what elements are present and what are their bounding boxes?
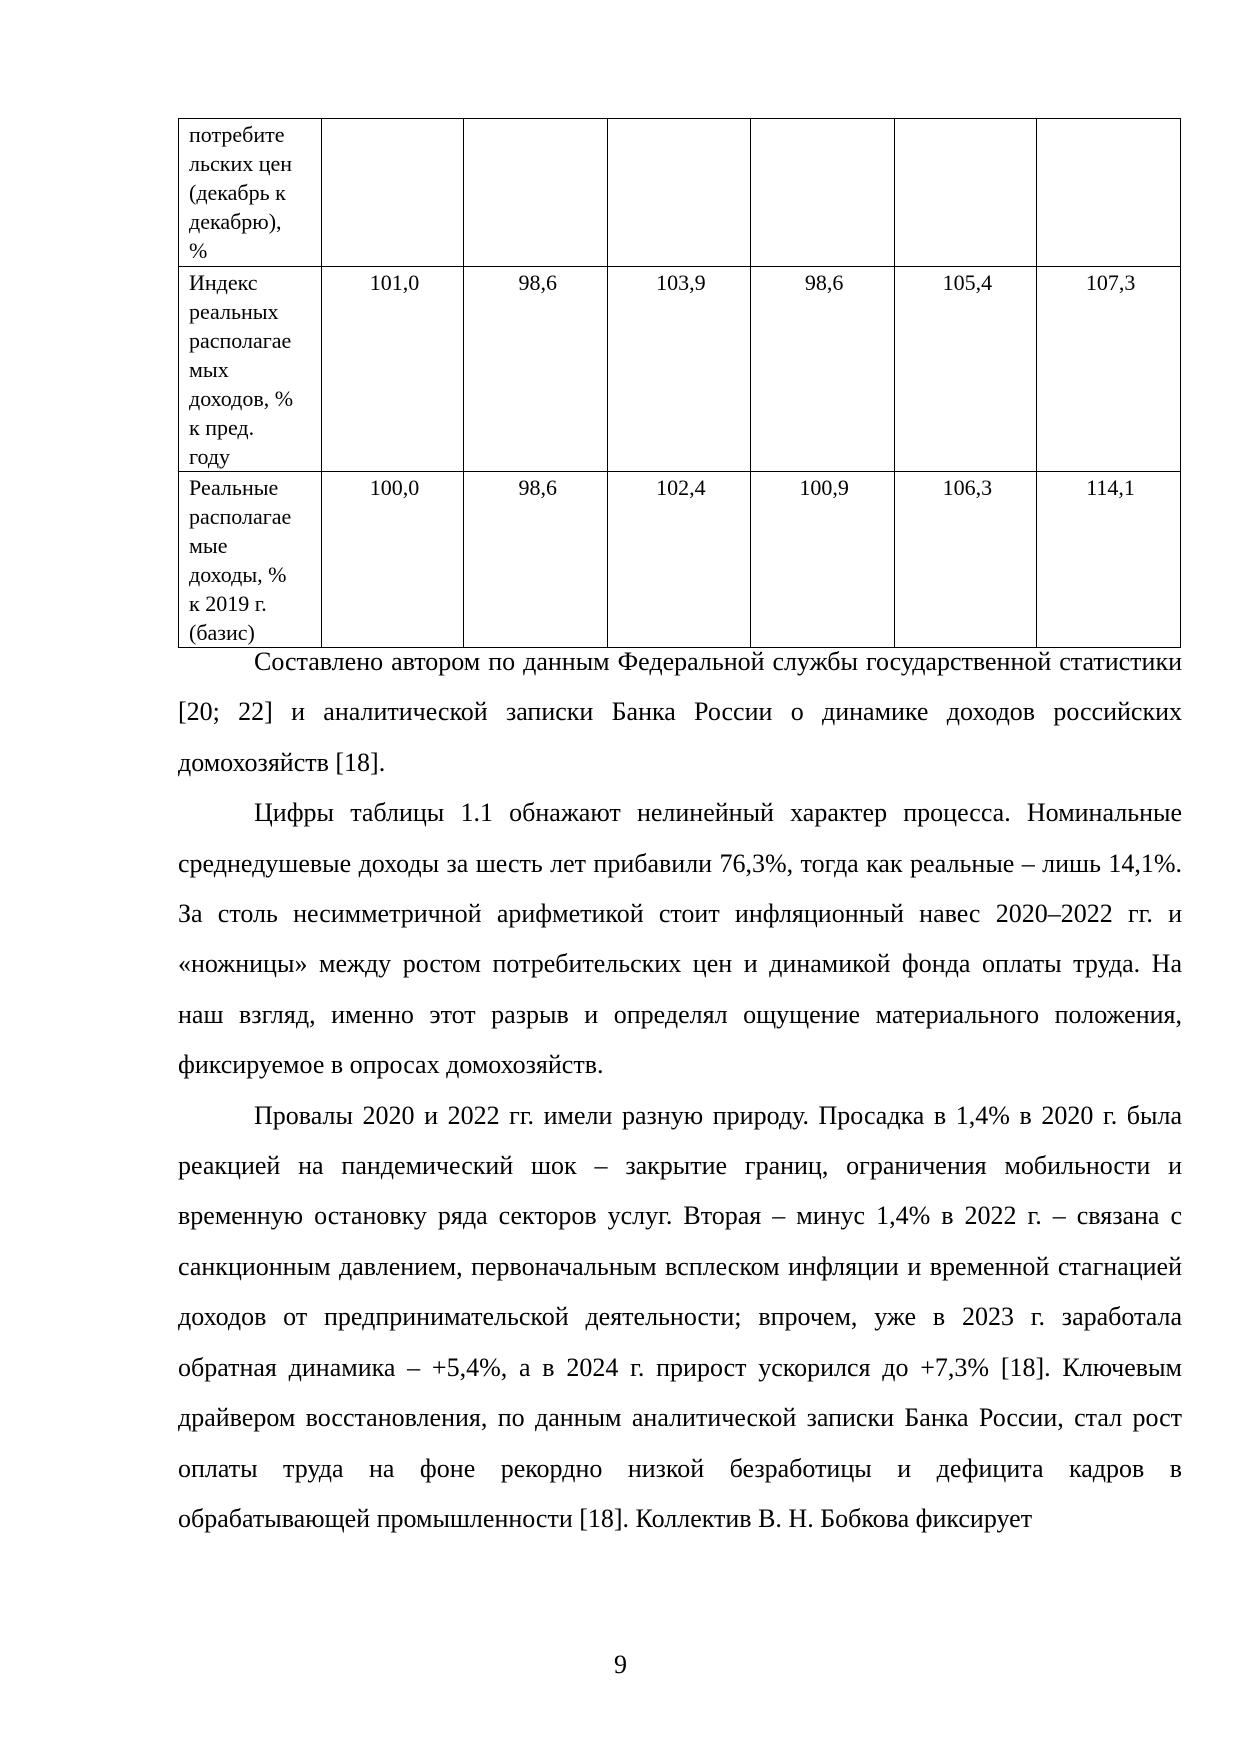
table-cell: 105,4 (894, 267, 1037, 472)
row-label: потребите льских цен (декабрь к декабрю), % (179, 119, 322, 267)
page-number: 9 (614, 1650, 627, 1679)
table-cell: 102,4 (608, 472, 751, 648)
table-cell: 103,9 (608, 267, 751, 472)
table-cell: 100,0 (321, 472, 464, 648)
table-row (179, 267, 1181, 472)
table-cell (464, 119, 608, 267)
source-note-paragraph: Составлено автором по данным Федеральной службы государственной статистики [20; 22] и аналитической записки Банка России о динамике доходов российских домохозяйств [18]. (178, 647, 1182, 777)
table-cell: 114,1 (1037, 472, 1181, 648)
body-text (178, 637, 1182, 1544)
table-cell: 98,6 (750, 267, 894, 472)
table-cell: 107,3 (1037, 267, 1181, 472)
table-cell (321, 119, 464, 267)
table-cell (1037, 119, 1181, 267)
table-cell: 100,9 (750, 472, 894, 648)
table-cell: 98,6 (464, 472, 608, 648)
row-label: Индекс реальных располагае мых доходов, % к пред. году (179, 267, 322, 472)
income-table (178, 118, 1181, 648)
body-paragraph: Провалы 2020 и 2022 гг. имели разную природу. Просадка в 1,4% в 2020 г. была реакцией на пандемический шок – закрытие границ, ограничения мобильности и временную остановку ряда секторов услуг. Вторая – минус 1,4% в 2022 г. – связана с санкционным давлением, первоначальным всплеском инфляции и временной стагнацией доходов от предпринимательской деятельности; впрочем, уже в 2023 г. заработала обратная динамика – +5,4%, а в 2024 г. прирост ускорился до +7,3% [18]. Ключевым драйвером восстановления, по данным аналитической записки Банка России, стал рост оплаты труда на фоне рекордно низкой безработицы и дефицита кадров в обрабатывающей промышленности [18]. Коллектив В. Н. Бобкова фиксирует (178, 1100, 1182, 1533)
body-paragraph: Цифры таблицы 1.1 обнажают нелинейный характер процесса. Номинальные среднедушевые доходы за шесть лет прибавили 76,3%, тогда как реальные – лишь 14,1%. За столь несимметричной арифметикой стоит инфляционный навес 2020–2022 гг. и «ножницы» между ростом потребительских цен и динамикой фонда оплаты труда. На наш взгляд, именно этот разрыв и определял ощущение материального положения, фиксируемое в опросах домохозяйств. (178, 798, 1182, 1080)
row-label: Реальные располагае мые доходы, % к 2019 г. (базис) (179, 472, 322, 648)
table-cell: 101,0 (321, 267, 464, 472)
table-cell (894, 119, 1037, 267)
table-cell: 98,6 (464, 267, 608, 472)
table-cell (608, 119, 751, 267)
table-cell: 106,3 (894, 472, 1037, 648)
table-row (179, 119, 1181, 267)
table-row (179, 472, 1181, 648)
table-cell (750, 119, 894, 267)
